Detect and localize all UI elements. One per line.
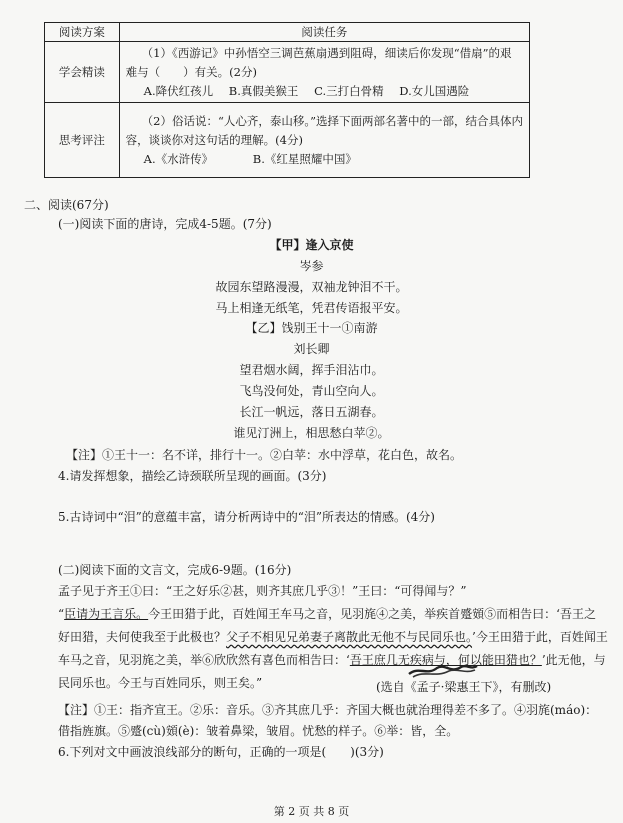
passage-text: ’今王田猎于此，百姓闻王: [472, 630, 608, 644]
poem2-line: 飞鸟没何处，青山空向人。: [239, 384, 384, 398]
header-plan: 阅读方案: [45, 23, 120, 42]
table-header-row: [45, 23, 530, 42]
passage-note-1: 【注】①王：指齐宣王。②乐：音乐。③齐其庶几乎：齐国大概也就治理得差不多了。④羽旄(máo)：: [58, 703, 598, 717]
passage-text: 好田猎，夫何使我至于此极也？: [58, 630, 227, 644]
option-b: B.《红星照耀中国》: [252, 151, 357, 166]
passage-text: ’此无他，与: [541, 653, 606, 667]
table-row-critical-review: [45, 103, 530, 178]
question-4: 4.请发挥想象，描绘乙诗颈联所呈现的画面。(3分): [58, 469, 327, 483]
wavy-underlined-sentence: 父子不相见兄弟妻子离散此无他不与民同乐也。: [226, 630, 473, 644]
poem1-line: 故园东望路漫漫，双袖龙钟泪不干。: [215, 280, 408, 294]
poem1-title: 【甲】逢入京使: [269, 238, 354, 252]
poem1-line: 马上相逢无纸笔，凭君传语报平安。: [215, 301, 408, 315]
passage-line-1: 孟子见于齐王①曰：“王之好乐②甚，则齐其庶几乎③！”王曰：“可得闻与？”: [58, 584, 467, 598]
question-2-line1: （2）俗话说：“人心齐，泰山移。”选择下面两部名著中的一部，结合具体内: [141, 113, 523, 128]
row-task-review: [119, 103, 529, 178]
option-a: A.《水浒传》: [143, 151, 214, 166]
pen-scribble-icon: [405, 662, 480, 680]
underlined-sentence: 吾王庶几无疾病与，何以能田猎也？: [349, 653, 542, 667]
question-6: 6.下列对文中画波浪线部分的断句，正确的一项是( )(3分): [58, 745, 384, 759]
question-1-options: [126, 82, 523, 101]
passage-text: 今王田猎于此，百姓闻王车马之音，见羽旄④之美，举疾首蹙頞⑤而相告曰：‘吾王之: [148, 607, 596, 621]
question-2-line2: 容，谈谈你对这句话的理解。(4分): [125, 132, 303, 147]
table-row-intensive-reading: [45, 42, 530, 103]
poem2-line: 望君烟水阔，挥手泪沾巾。: [239, 363, 384, 377]
section-heading: 二、阅读(67分): [24, 198, 109, 212]
row-label-intensive: 学会精读: [45, 42, 120, 103]
passage-note-2: 借指旌旗。⑤蹙(cù)頞(è)：皱着鼻梁，皱眉。忧愁的样子。⑥举：皆，全。: [58, 724, 459, 738]
part2-intro: (二)阅读下面的文言文，完成6-9题。(16分): [58, 563, 292, 577]
passage-line-4: [58, 652, 606, 668]
option-d: D.女儿国遇险: [399, 83, 470, 98]
passage-text: 车马之音，见羽旄之美，举⑥欣欣然有喜色而相告曰：‘: [58, 653, 350, 667]
question-5: 5.古诗词中“泪”的意蕴丰富，请分析两诗中的“泪”所表达的情感。(4分): [58, 510, 435, 524]
passage-source: (选自《孟子·梁惠王下》，有删改): [376, 680, 552, 694]
poem2-line: 谁见汀洲上，相思愁白苹②。: [233, 426, 390, 440]
poem1-author: 岑参: [299, 259, 324, 273]
passage-line-3: [58, 629, 608, 645]
row-task-intensive: [119, 42, 529, 103]
underlined-sentence: 臣请为王言乐。: [64, 607, 149, 621]
question-1-line2: 难与（ ）有关。(2分): [125, 64, 257, 79]
row-label-review: 思考评注: [45, 103, 120, 178]
reading-task-table: [44, 22, 530, 178]
question-2-options: [126, 150, 523, 169]
page-footer: 第 2 页 共 8 页: [273, 805, 350, 818]
poem2-line: 长江一帆远，落日五湖春。: [239, 405, 384, 419]
poem2-title: 【乙】饯别王十一①南游: [245, 321, 378, 335]
passage-line-5: 民同乐也。今王与百姓同乐，则王矣。”: [58, 676, 263, 690]
poem-note: 【注】①王十一：名不详，排行十一。②白苹：水中浮草，花白色，故名。: [66, 448, 463, 462]
passage-line-2: [58, 606, 596, 622]
passage-text: “: [58, 607, 65, 621]
question-1-line1: （1）《西游记》中孙悟空三调芭蕉扇遇到阻碍，细读后你发现“借扇”的艰: [141, 45, 512, 60]
option-c: C.三打白骨精: [314, 83, 384, 98]
option-b: B.真假美猴王: [228, 83, 299, 98]
poem2-author: 刘长卿: [293, 342, 330, 356]
part1-intro: (一)阅读下面的唐诗，完成4-5题。(7分): [58, 217, 272, 231]
header-task: 阅读任务: [119, 23, 529, 42]
option-a: A.降伏红孩儿: [143, 83, 214, 98]
